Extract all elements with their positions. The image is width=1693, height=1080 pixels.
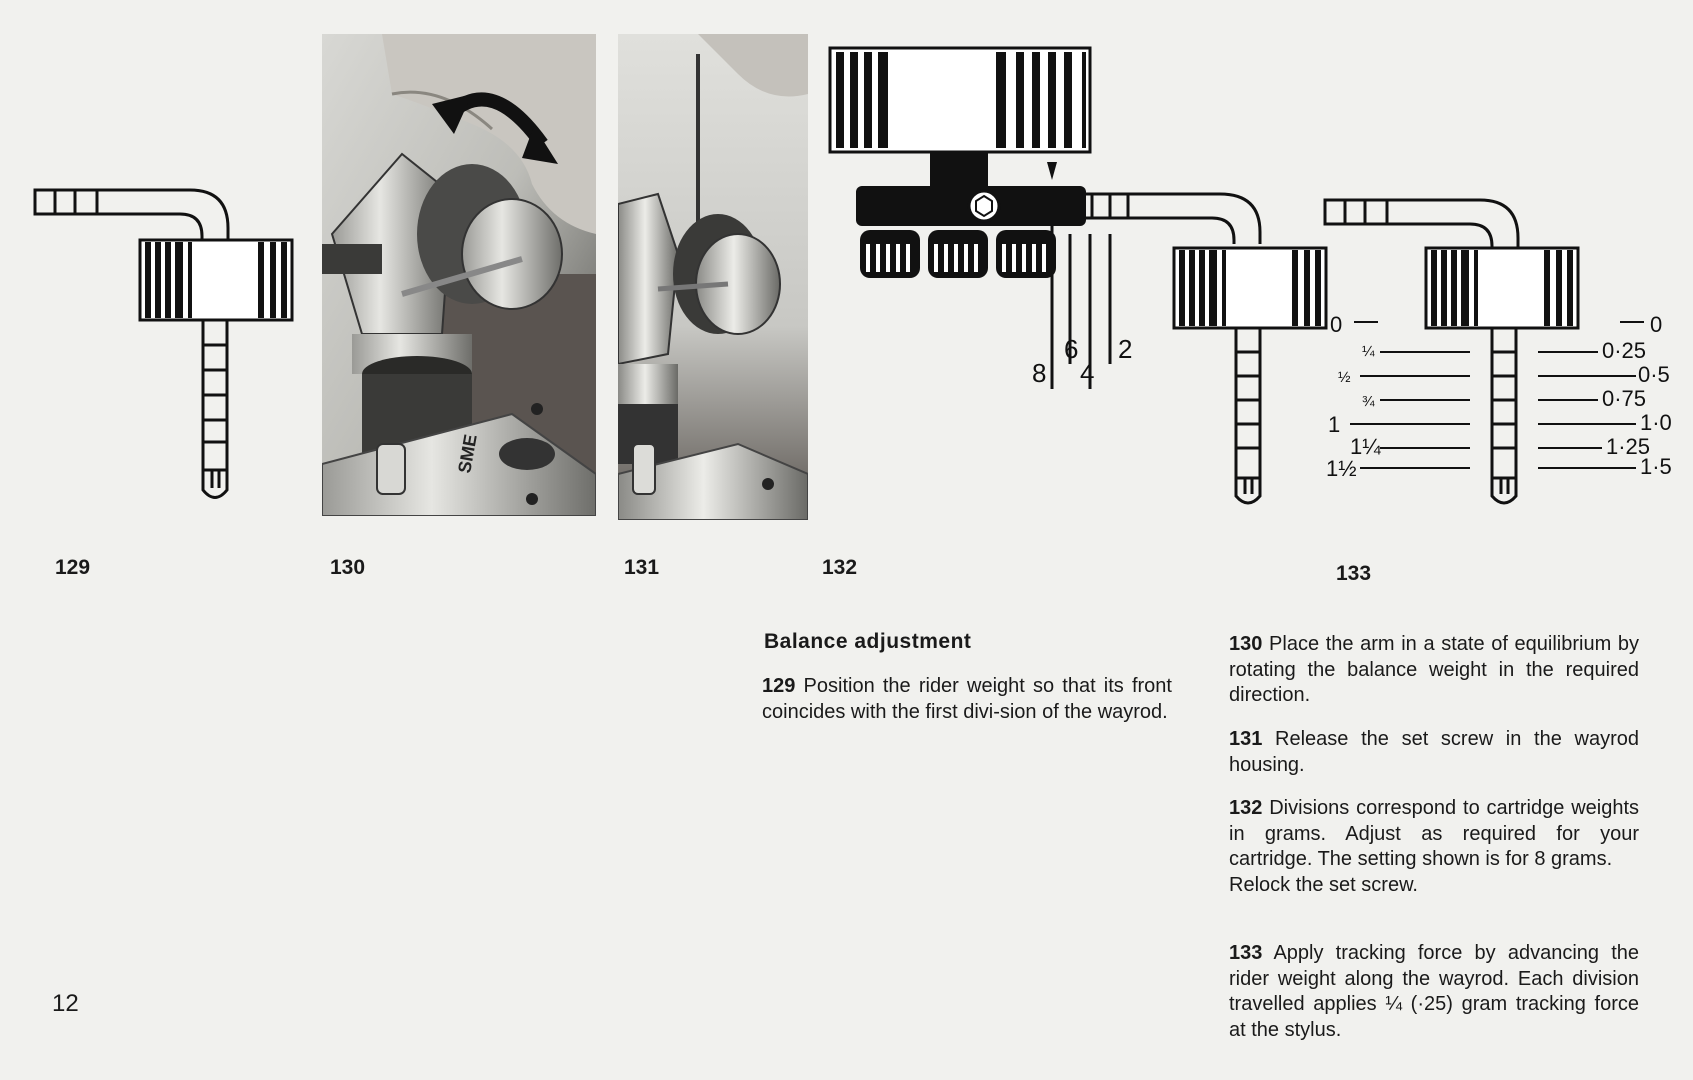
paragraph-131-text: Release the set screw in the wayrod housing. [1229, 728, 1639, 776]
figure-label-130: 130 [330, 556, 366, 579]
paragraph-132-text-relock: Relock the set screw. [1229, 873, 1418, 896]
figure-133-drawing [1320, 194, 1690, 520]
paragraph-130-text: Place the arm in a state of equilibrium by rotating the balance weight in the required direction. [1229, 633, 1640, 706]
section-heading: Balance adjustment [764, 630, 972, 653]
scale-left-quarter: ¼ [1362, 343, 1375, 360]
figure-131-photo [618, 34, 808, 520]
paragraph-132 [1229, 796, 1639, 898]
figure-132-rider-weight [1170, 244, 1330, 514]
scale-right-0: 0 [1650, 312, 1663, 337]
scale-left-three-quarter: ¾ [1362, 393, 1375, 410]
paragraph-133 [1229, 941, 1639, 1043]
scale-label-8: 8 [1032, 358, 1047, 388]
paragraph-132-number: 132 [1229, 797, 1263, 819]
paragraph-129-text: Position the rider weight so that its front coincides with the first divi-sion of the wayrod. [762, 675, 1172, 723]
scale-right-025: 0·25 [1602, 338, 1647, 363]
figure-129-drawing [30, 180, 300, 520]
scale-label-2: 2 [1118, 334, 1133, 364]
scale-left-1: 1 [1328, 412, 1341, 437]
figure-label-129: 129 [55, 556, 91, 579]
photo-engraving: SME [454, 432, 481, 475]
figure-label-133: 133 [1336, 562, 1372, 585]
scale-left-1-quarter: 1¼ [1350, 434, 1381, 459]
paragraph-131-number: 131 [1229, 728, 1263, 750]
figure-label-132: 132 [822, 556, 858, 579]
page-number: 12 [52, 990, 79, 1017]
paragraph-130 [1229, 632, 1639, 709]
paragraph-131 [1229, 727, 1639, 778]
paragraph-129 [762, 674, 1172, 725]
scale-left-0: 0 [1330, 312, 1343, 337]
figure-label-131: 131 [624, 556, 660, 579]
balance-weight-shape [830, 48, 1090, 152]
scale-right-05: 0·5 [1638, 362, 1670, 387]
paragraph-132-text: Divisions correspond to cartridge weights in grams. Adjust as required for your cartridge. The setting shown is for 8 grams. [1229, 797, 1640, 870]
figure-130-photo [322, 34, 596, 516]
rider-weight-shape [140, 240, 292, 320]
scale-right-10: 1·0 [1640, 410, 1672, 435]
scale-left-half: ½ [1338, 369, 1351, 386]
scale-right-125: 1·25 [1606, 434, 1651, 459]
paragraph-133-number: 133 [1229, 942, 1263, 964]
scale-right-075: 0·75 [1602, 386, 1647, 411]
paragraph-130-number: 130 [1229, 633, 1263, 655]
scale-left-1-half: 1½ [1326, 456, 1357, 481]
scale-label-4: 4 [1080, 358, 1095, 388]
scale-right-15: 1·5 [1640, 454, 1672, 479]
scale-label-6: 6 [1064, 334, 1079, 364]
paragraph-129-number: 129 [762, 675, 796, 697]
paragraph-133-text: Apply tracking force by advancing the rider weight along the wayrod. Each division travelled applies ¼ (·25) gram tracking force at the stylus. [1229, 942, 1639, 1041]
